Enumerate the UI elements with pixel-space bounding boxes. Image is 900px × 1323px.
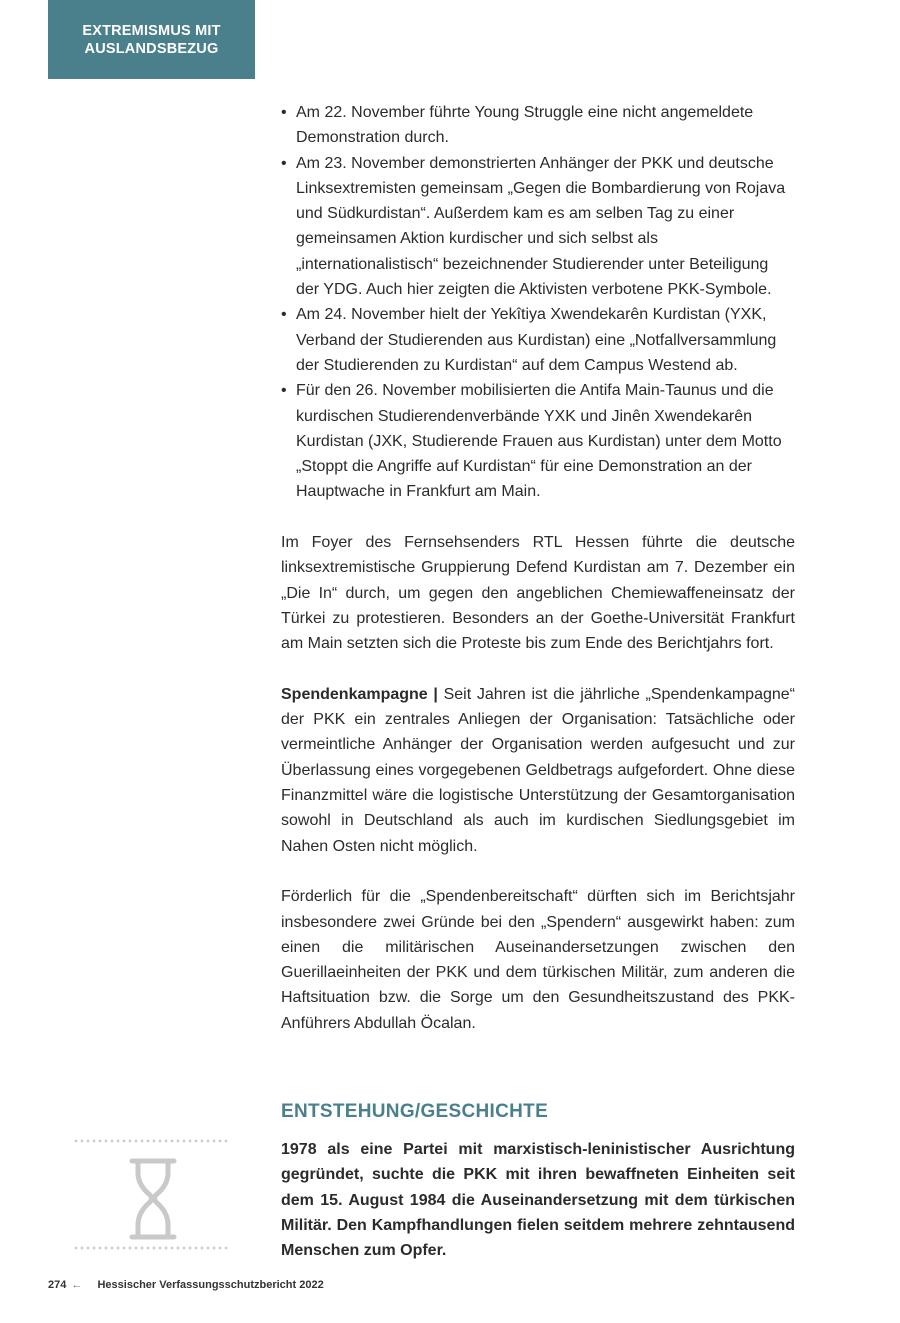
list-item: • Für den 26. November mobilisierten die Antifa Main-Taunus und die kurdischen Studierendenverbände YXK und Jinên Xwendekarên Kurdistan (JXK, Studierende Frauen aus Kurdistan) unter dem Motto „Stoppt die Angriffe auf Kurdistan“ für eine Demonstration an der Hauptwache in Frankfurt am Main. (281, 378, 795, 504)
list-item: • Am 23. November demonstrierten Anhänger der PKK und deutsche Linksextremisten gemeinsam „Gegen die Bombardierung von Rojava und Südkurdistan“. Außerdem kam es am selben Tag zu einer gemeinsamen Aktion kurdischer und sich selbst als „internationalistisch“ bezeichnender Studierender unter Beteiligung der YDG. Auch hier zeigten die Aktivisten verbotene PKK-Symbole. (281, 151, 795, 303)
event-list (281, 100, 795, 505)
main-content (281, 100, 795, 1036)
page-number: 274 (48, 1279, 67, 1291)
chapter-tab-line1: EXTREMISMUS MIT (82, 22, 221, 39)
list-item: • Am 24. November hielt der Yekîtiya Xwendekarên Kurdistan (YXK, Verband der Studierenden aus Kurdistan) eine „Notfallversammlung der Studierenden zu Kurdistan“ auf dem Campus Westend ab. (281, 302, 795, 378)
publication-title: Hessischer Verfassungsschutzbericht 2022 (97, 1279, 324, 1291)
page-footer (48, 1279, 324, 1291)
paragraph-spendenbereitschaft: Förderlich für die „Spendenbereitschaft“ dürften sich im Berichtsjahr insbesondere zwei Gründe bei den „Spendern“ ausgewirkt haben: zum einen die militärischen Auseinandersetzungen zwischen den Guerillaeinheiten der PKK und dem türkischen Militär, zum anderen die Haftsituation bzw. die Sorge um den Gesundheitszustand des PKK-Anführers Abdullah Öcalan. (281, 888, 795, 1032)
paragraph-body: Seit Jahren ist die jährliche „Spendenkampagne“ der PKK ein zentrales Anliegen der Organisation: Tatsächliche oder vermeintliche Anhänger der Organisation werden aufgesucht und zur Überlassung eines vorgegebenen Geldbetrags aufgefordert. Ohne diese Finanzmittel wäre die logistische Unterstützung der Gesamtorganisation sowohl in Deutschland als auch im kurdischen Siedlungsgebiet im Nahen Osten nicht möglich. (281, 685, 795, 855)
dotted-divider-bottom (73, 1246, 229, 1250)
chapter-tab (48, 0, 255, 79)
hourglass-icon (128, 1157, 178, 1241)
section-summary: 1978 als eine Partei mit marxistisch-leninistischer Ausrichtung gegründet, suchte die PKK mit ihren bewaffneten Einheiten seit dem 15. August 1984 die Auseinandersetzung mit dem türkischen Militär. Den Kampfhandlungen fielen seitdem mehrere zehntausend Menschen zum Opfer. (281, 1141, 795, 1260)
arrow-left-icon: ← (71, 1279, 83, 1291)
dotted-divider-top (73, 1139, 229, 1143)
list-item: • Am 22. November führte Young Struggle eine nicht angemeldete Demonstration durch. (281, 100, 795, 151)
paragraph-lead-heading: Spendenkampagne | (281, 685, 438, 703)
paragraph-spendenkampagne (281, 682, 795, 859)
paragraph-rtl-protest: Im Foyer des Fernsehsenders RTL Hessen führte die deutsche linksextremistische Gruppierung Defend Kurdistan am 7. Dezember ein „Die In“ durch, um gegen den angeblichen Chemiewaffeneinsatz der Türkei zu protestieren. Besonders an der Goethe-Universität Frankfurt am Main setzten sich die Proteste bis zum Ende des Berichtjahrs fort. (281, 534, 795, 653)
chapter-tab-line2: AUSLANDSBEZUG (84, 40, 219, 57)
section-title: ENTSTEHUNG/GESCHICHTE (281, 1101, 549, 1122)
